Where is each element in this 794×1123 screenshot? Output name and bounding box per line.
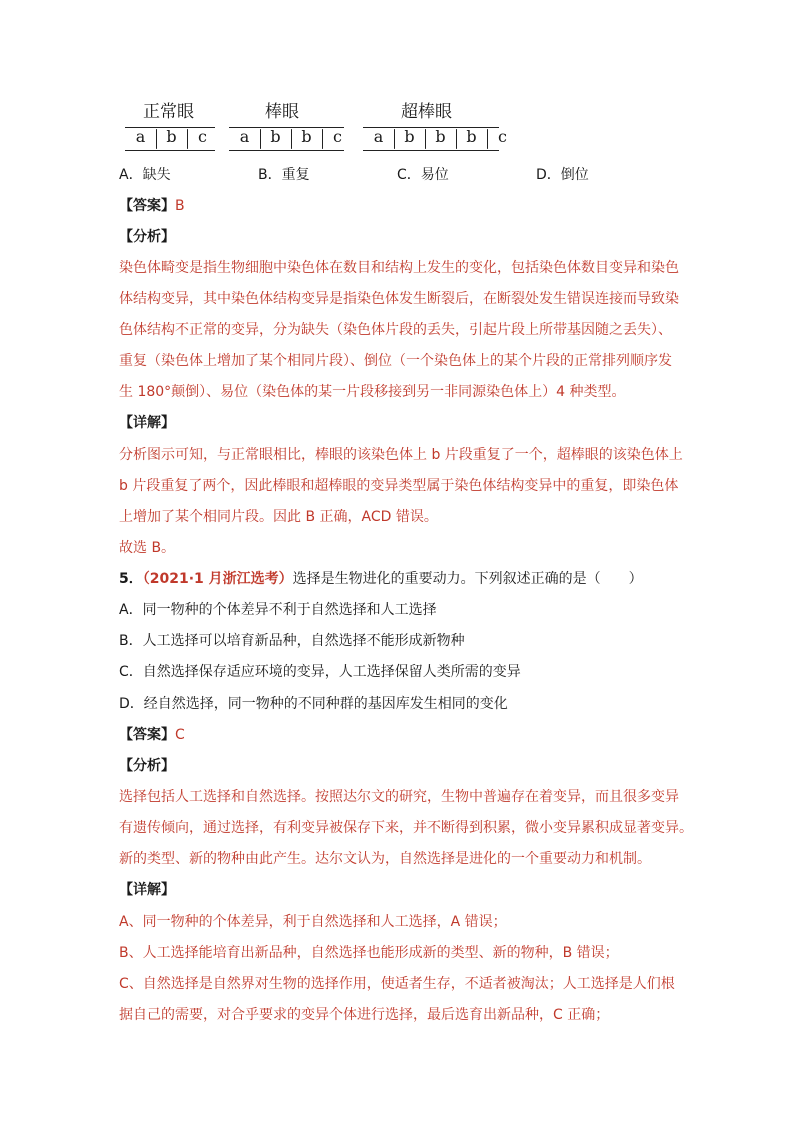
q5-analysis-line: 新的类型、新的物种由此产生。达尔文认为，自然选择是进化的一个重要动力和机制。 <box>119 851 651 867</box>
question-stem: 选择是生物进化的重要动力。下列叙述正确的是（ ） <box>292 571 643 587</box>
q4-analysis-line: 生 180°颠倒）、易位（染色体的某一片段移接到另一非同源染色体上）4 种类型。 <box>119 384 626 400</box>
chromosome-normal <box>125 127 215 151</box>
q5-option-c: C．自然选择保存适应环境的变异，人工选择保留人类所需的变异 <box>119 664 521 680</box>
chromosome-segment: c <box>322 127 353 151</box>
q4-detail-label: 【详解】 <box>119 415 175 431</box>
chromosome-segment: a <box>373 127 384 146</box>
q4-analysis-line: 色体结构不正常的变异，分为缺失（染色体片段的丢失，引起片段上所带基因随之丢失）、 <box>119 322 672 338</box>
q4-analysis-label: 【分析】 <box>119 229 175 245</box>
chromosome-segment: c <box>187 127 218 151</box>
label-superbar-eye: 超棒眼 <box>401 102 452 122</box>
q5-detail-line: 据自己的需要，对合乎要求的变异个体进行选择，最后选育出新品种，C 正确； <box>119 1007 610 1023</box>
q5-option-a: A．同一物种的个体差异不利于自然选择和人工选择 <box>119 602 437 618</box>
q4-answer <box>119 196 185 216</box>
q5-stem <box>119 569 643 589</box>
q4-detail-line: 分析图示可知，与正常眼相比，棒眼的该染色体上 b 片段重复了一个，超棒眼的该染色体上 <box>119 447 683 463</box>
q5-detail-label: 【详解】 <box>119 882 175 898</box>
chromosome-segment: b <box>260 127 291 151</box>
q4-analysis-line: 重复（染色体上增加了某个相同片段）、倒位（一个染色体上的某个片段的正常排列顺序发 <box>119 353 672 369</box>
q4-options <box>119 164 719 184</box>
chromosome-segment: b <box>291 127 322 151</box>
q4-conclusion: 故选 B。 <box>119 540 176 556</box>
q4-analysis-line: 染色体畸变是指生物细胞中染色体在数目和结构上发生的变化，包括染色体数目变异和染色 <box>119 260 679 276</box>
q5-analysis-label: 【分析】 <box>119 758 175 774</box>
q5-analysis-line: 选择包括人工选择和自然选择。按照达尔文的研究，生物中普遍存在着变异，而且很多变异 <box>119 789 679 805</box>
q4-analysis-line: 体结构变异，其中染色体结构变异是指染色体发生断裂后，在断裂处发生错误连接而导致染 <box>119 291 679 307</box>
chromosome-segment: b <box>156 127 187 151</box>
q5-answer <box>119 725 185 745</box>
q4-option-a: A．缺失 <box>119 167 171 183</box>
chromosome-bar <box>229 127 344 151</box>
q5-option-b: B．人工选择可以培育新品种，自然选择不能形成新物种 <box>119 633 465 649</box>
q5-detail-line: C、自然选择是自然界对生物的选择作用，使适者生存，不适者被淘汰；人工选择是人们根 <box>119 976 675 992</box>
question-number: 5． <box>119 571 143 587</box>
answer-label: 【答案】 <box>119 727 175 743</box>
q4-detail-line: 上增加了某个相同片段。因此 B 正确，ACD 错误。 <box>119 509 438 525</box>
chromosome-segment: a <box>135 127 146 146</box>
label-bar-eye: 棒眼 <box>265 102 299 122</box>
chromosome-superbar <box>363 127 507 151</box>
answer-value: B <box>175 198 185 214</box>
q4-option-d: D．倒位 <box>536 167 589 183</box>
chromosome-segment: b <box>394 127 425 151</box>
chromosome-segment: b <box>456 127 487 151</box>
answer-label: 【答案】 <box>119 198 175 214</box>
answer-value: C <box>175 727 185 743</box>
chromosome-segment: c <box>487 127 518 151</box>
q5-option-d: D．经自然选择，同一物种的不同种群的基因库发生相同的变化 <box>119 696 508 712</box>
chromosome-segment: a <box>239 127 250 146</box>
chromosome-segment: b <box>425 127 456 151</box>
q4-detail-line: b 片段重复了两个，因此棒眼和超棒眼的变异类型属于染色体结构变异中的重复，即染色体 <box>119 478 679 494</box>
label-normal-eye: 正常眼 <box>143 102 194 122</box>
question-source: （2021·1 月浙江选考） <box>142 571 293 587</box>
q4-option-c: C．易位 <box>397 167 449 183</box>
q4-option-b: B．重复 <box>258 167 310 183</box>
q5-detail-line: A、同一物种的个体差异，利于自然选择和人工选择，A 错误； <box>119 914 507 930</box>
q5-analysis-line: 有遗传倾向，通过选择，有利变异被保存下来，并不断得到积累，微小变异累积成显著变异。 <box>119 820 693 836</box>
q5-detail-line: B、人工选择能培育出新品种，自然选择也能形成新的类型、新的物种，B 错误； <box>119 945 619 961</box>
